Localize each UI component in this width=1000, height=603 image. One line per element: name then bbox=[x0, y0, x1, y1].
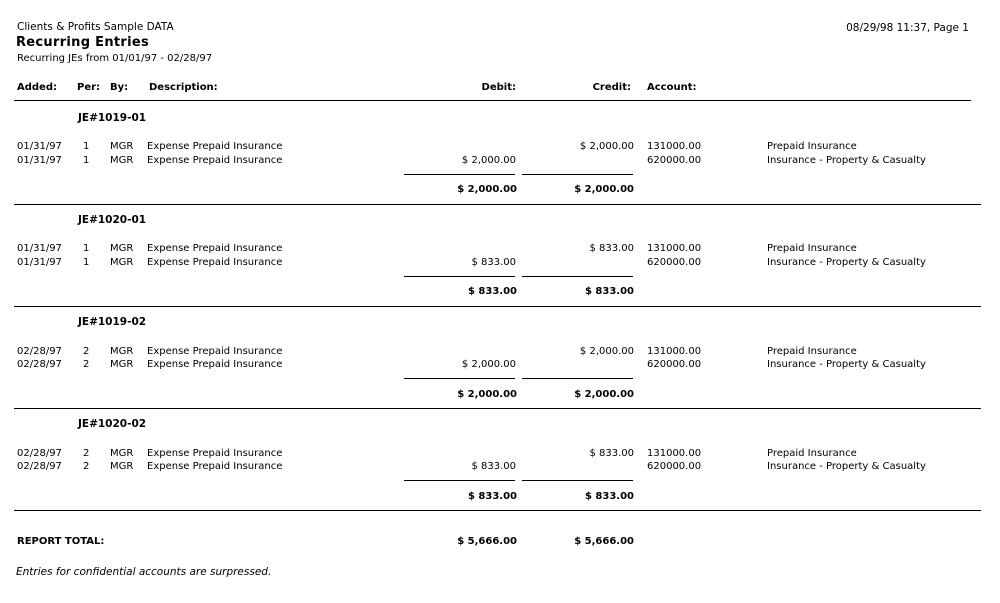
credit-underline bbox=[522, 276, 633, 277]
credit-underline bbox=[522, 378, 633, 379]
company-name: Clients & Profits Sample DATA bbox=[17, 21, 174, 33]
line-added: 02/28/97 bbox=[17, 448, 62, 459]
column-header-account: Account: bbox=[647, 82, 697, 93]
date-page-stamp: 08/29/98 11:37, Page 1 bbox=[846, 22, 969, 34]
line-description: Expense Prepaid Insurance bbox=[147, 155, 283, 166]
line-added: 02/28/97 bbox=[17, 359, 62, 370]
line-account-name: Insurance - Property & Casualty bbox=[767, 461, 926, 472]
column-header-per: Per: bbox=[77, 82, 101, 93]
debit-underline bbox=[404, 276, 515, 277]
line-by: MGR bbox=[110, 448, 134, 459]
entry-total-credit: $ 2,000.00 bbox=[574, 389, 634, 400]
line-account-name: Prepaid Insurance bbox=[767, 346, 857, 357]
debit-underline bbox=[404, 174, 515, 175]
line-debit: $ 2,000.00 bbox=[461, 359, 516, 370]
line-period: 2 bbox=[83, 346, 90, 357]
entry-line bbox=[0, 155, 1000, 169]
line-by: MGR bbox=[110, 461, 134, 472]
line-account: 620000.00 bbox=[647, 257, 702, 268]
entry-total-debit: $ 2,000.00 bbox=[457, 389, 517, 400]
line-account: 131000.00 bbox=[647, 141, 702, 152]
section-divider bbox=[14, 204, 981, 205]
report-subtitle: Recurring JEs from 01/01/97 - 02/28/97 bbox=[17, 53, 213, 64]
line-added: 01/31/97 bbox=[17, 141, 62, 152]
line-by: MGR bbox=[110, 243, 134, 254]
entry-line bbox=[0, 346, 1000, 360]
line-by: MGR bbox=[110, 346, 134, 357]
line-period: 2 bbox=[83, 359, 90, 370]
line-debit: $ 2,000.00 bbox=[461, 155, 516, 166]
line-period: 1 bbox=[83, 243, 90, 254]
line-by: MGR bbox=[110, 359, 134, 370]
report-total-label: REPORT TOTAL: bbox=[17, 536, 105, 547]
line-account: 131000.00 bbox=[647, 346, 702, 357]
line-credit: $ 833.00 bbox=[589, 243, 634, 254]
line-period: 1 bbox=[83, 257, 90, 268]
line-added: 01/31/97 bbox=[17, 155, 62, 166]
entry-line bbox=[0, 448, 1000, 462]
line-account: 620000.00 bbox=[647, 359, 702, 370]
section-divider bbox=[14, 408, 981, 409]
line-description: Expense Prepaid Insurance bbox=[147, 448, 283, 459]
line-by: MGR bbox=[110, 257, 134, 268]
line-account: 620000.00 bbox=[647, 461, 702, 472]
entry-line bbox=[0, 359, 1000, 373]
line-account-name: Prepaid Insurance bbox=[767, 141, 857, 152]
line-account-name: Insurance - Property & Casualty bbox=[767, 359, 926, 370]
debit-underline bbox=[404, 378, 515, 379]
line-added: 02/28/97 bbox=[17, 461, 62, 472]
credit-underline bbox=[522, 174, 633, 175]
column-header-debit: Debit: bbox=[481, 82, 516, 93]
entry-line bbox=[0, 141, 1000, 155]
report-total-credit: $ 5,666.00 bbox=[574, 536, 634, 547]
line-description: Expense Prepaid Insurance bbox=[147, 141, 283, 152]
line-added: 01/31/97 bbox=[17, 243, 62, 254]
section-divider bbox=[14, 306, 981, 307]
line-account: 131000.00 bbox=[647, 448, 702, 459]
column-header-description: Description: bbox=[149, 82, 218, 93]
line-description: Expense Prepaid Insurance bbox=[147, 461, 283, 472]
column-header-credit: Credit: bbox=[592, 82, 631, 93]
line-credit: $ 833.00 bbox=[589, 448, 634, 459]
column-header-added: Added: bbox=[17, 82, 57, 93]
line-period: 1 bbox=[83, 141, 90, 152]
line-description: Expense Prepaid Insurance bbox=[147, 346, 283, 357]
credit-underline bbox=[522, 480, 633, 481]
header-divider bbox=[14, 100, 971, 101]
line-description: Expense Prepaid Insurance bbox=[147, 243, 283, 254]
je-number: JE#1020-02 bbox=[78, 418, 147, 430]
line-added: 01/31/97 bbox=[17, 257, 62, 268]
line-description: Expense Prepaid Insurance bbox=[147, 359, 283, 370]
line-by: MGR bbox=[110, 141, 134, 152]
entry-total-debit: $ 833.00 bbox=[467, 491, 517, 502]
section-divider bbox=[14, 510, 981, 511]
line-account-name: Prepaid Insurance bbox=[767, 448, 857, 459]
line-period: 2 bbox=[83, 461, 90, 472]
entry-line bbox=[0, 243, 1000, 257]
line-debit: $ 833.00 bbox=[471, 257, 516, 268]
column-header-by: By: bbox=[110, 82, 129, 93]
line-description: Expense Prepaid Insurance bbox=[147, 257, 283, 268]
line-account-name: Insurance - Property & Casualty bbox=[767, 257, 926, 268]
line-period: 1 bbox=[83, 155, 90, 166]
report-title: Recurring Entries bbox=[16, 35, 150, 50]
entry-line bbox=[0, 257, 1000, 271]
line-account-name: Prepaid Insurance bbox=[767, 243, 857, 254]
line-credit: $ 2,000.00 bbox=[579, 141, 634, 152]
line-added: 02/28/97 bbox=[17, 346, 62, 357]
je-number: JE#1019-02 bbox=[78, 316, 147, 328]
entry-total-credit: $ 833.00 bbox=[584, 286, 634, 297]
entry-total-debit: $ 2,000.00 bbox=[457, 184, 517, 195]
entry-total-credit: $ 833.00 bbox=[584, 491, 634, 502]
line-account: 620000.00 bbox=[647, 155, 702, 166]
report-total-debit: $ 5,666.00 bbox=[457, 536, 517, 547]
line-account: 131000.00 bbox=[647, 243, 702, 254]
line-by: MGR bbox=[110, 155, 134, 166]
entry-total-debit: $ 833.00 bbox=[467, 286, 517, 297]
confidential-footnote: Entries for confidential accounts are surpressed. bbox=[16, 566, 272, 578]
debit-underline bbox=[404, 480, 515, 481]
je-number: JE#1019-01 bbox=[78, 112, 147, 124]
line-credit: $ 2,000.00 bbox=[579, 346, 634, 357]
line-debit: $ 833.00 bbox=[471, 461, 516, 472]
entry-total-credit: $ 2,000.00 bbox=[574, 184, 634, 195]
je-number: JE#1020-01 bbox=[78, 214, 147, 226]
line-period: 2 bbox=[83, 448, 90, 459]
entry-line bbox=[0, 461, 1000, 475]
line-account-name: Insurance - Property & Casualty bbox=[767, 155, 926, 166]
